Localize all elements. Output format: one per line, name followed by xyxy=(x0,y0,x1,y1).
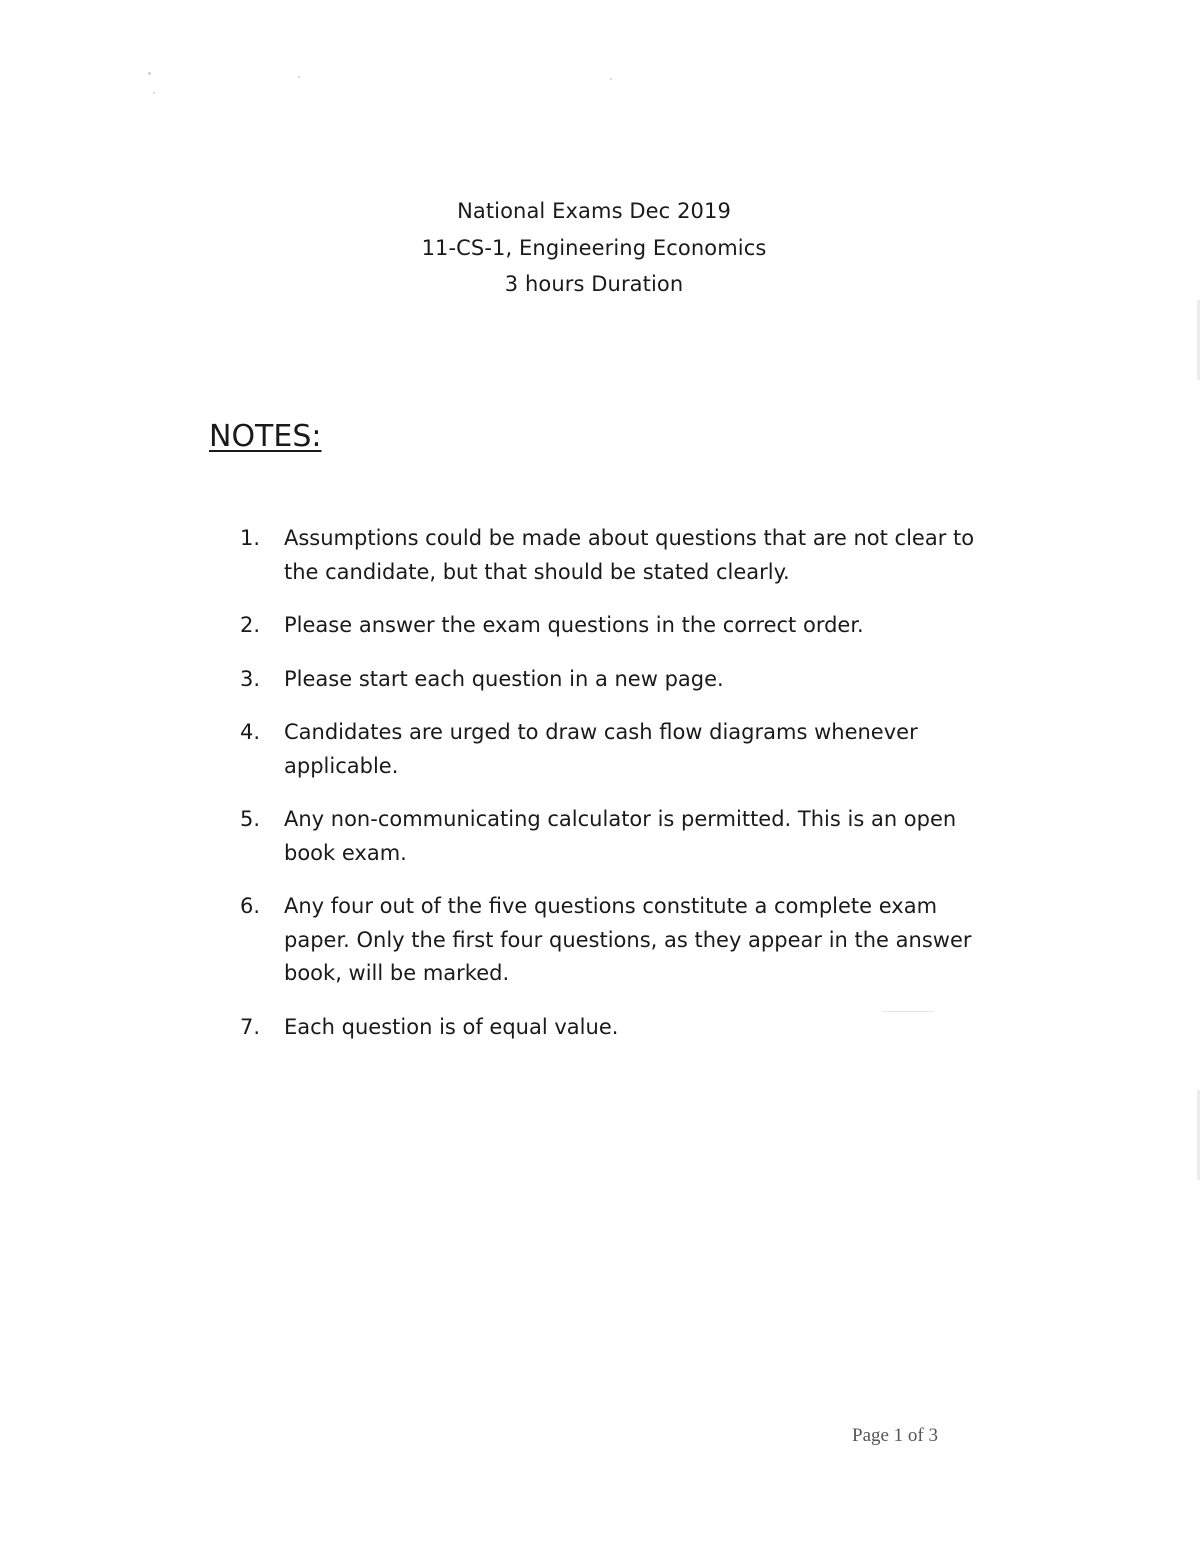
note-item xyxy=(240,716,1000,783)
note-number: 6. xyxy=(240,894,261,918)
note-text: Any non-communicating calculator is permitted. This is an open book exam. xyxy=(284,807,957,865)
scan-speck xyxy=(298,76,300,78)
note-text: Assumptions could be made about questions that are not clear to the candidate, but that should be stated clearly. xyxy=(284,526,975,584)
course-title: 11-CS-1, Engineering Economics xyxy=(421,235,767,260)
note-number: 7. xyxy=(240,1014,261,1039)
note-text: Please start each question in a new page. xyxy=(284,666,724,691)
note-text: Candidates are urged to draw cash flow diagrams whenever applicable. xyxy=(284,720,918,778)
note-number: 2. xyxy=(240,613,261,637)
note-number: 4. xyxy=(240,720,261,744)
note-item xyxy=(240,890,1000,991)
note-text: Any four out of the five questions constitute a complete exam paper. Only the first four questions, as they appear in the answer book, will be marked. xyxy=(284,894,972,985)
exam-header xyxy=(0,193,1188,303)
notes-list xyxy=(240,522,1000,1064)
note-text: Please answer the exam questions in the correct order. xyxy=(284,613,864,637)
exam-duration: 3 hours Duration xyxy=(504,272,684,296)
scan-speck xyxy=(153,92,155,94)
note-item xyxy=(240,522,1000,589)
note-item xyxy=(240,1011,1000,1045)
note-text: Each question is of equal value. xyxy=(284,1014,619,1039)
exam-session: National Exams Dec 2019 xyxy=(457,199,731,223)
page-number: Page 1 of 3 xyxy=(852,1425,939,1446)
note-item xyxy=(240,609,1000,643)
scan-speck xyxy=(610,78,612,80)
note-number: 3. xyxy=(240,666,261,691)
scan-speck xyxy=(148,72,151,75)
notes-heading: NOTES: xyxy=(209,419,322,454)
note-item xyxy=(240,803,1000,870)
note-item xyxy=(240,663,1000,697)
note-number: 5. xyxy=(240,807,261,831)
note-number: 1. xyxy=(240,526,261,550)
